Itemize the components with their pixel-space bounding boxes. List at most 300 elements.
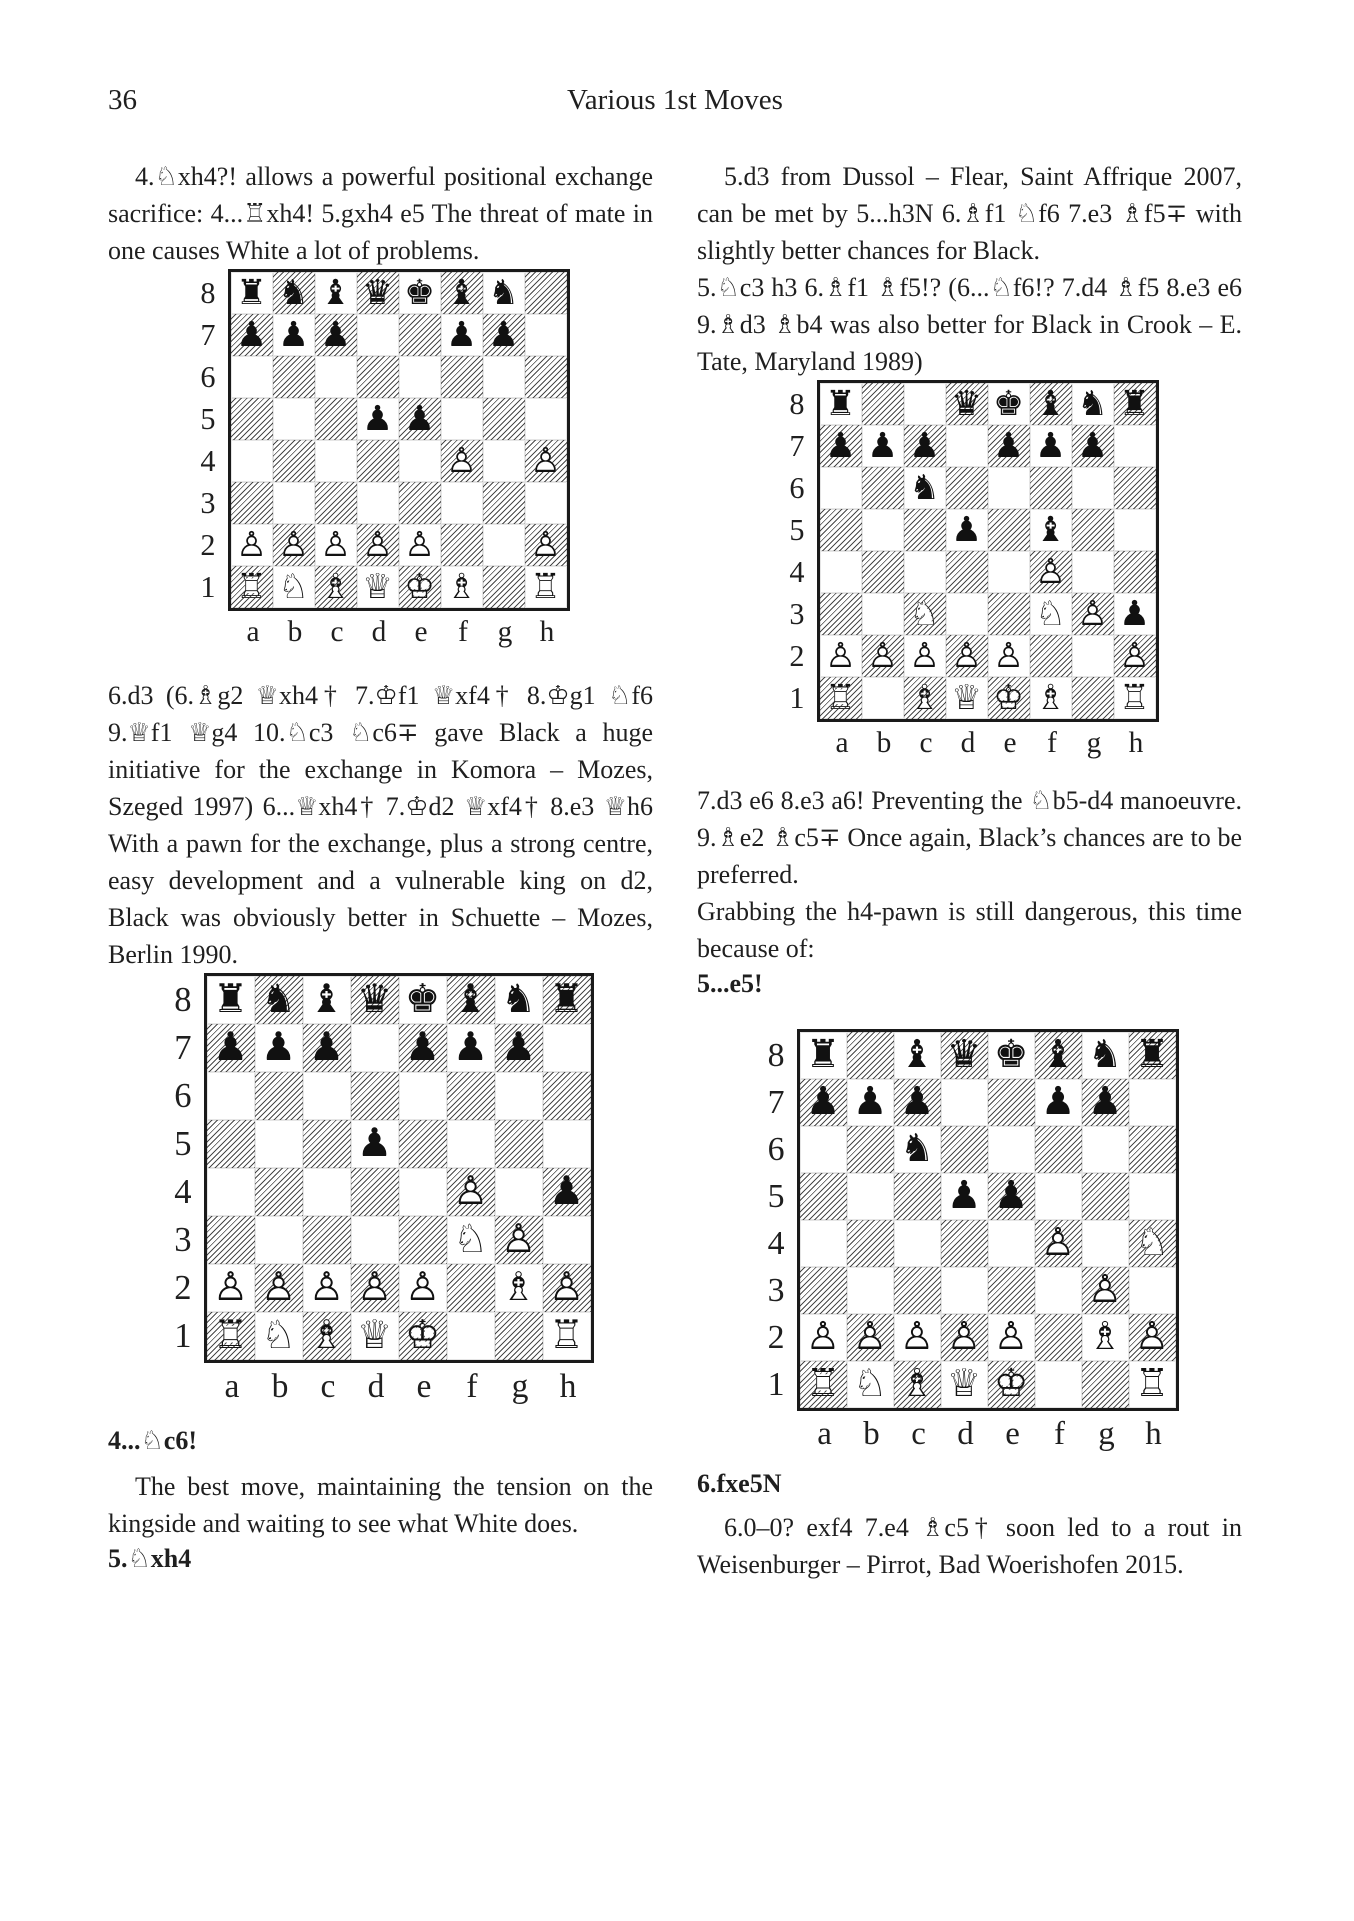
square-h8 (1114, 383, 1156, 425)
square-b5 (255, 1120, 303, 1168)
square-d8 (946, 383, 988, 425)
square-a5 (231, 398, 273, 440)
black-king: ♚ (993, 383, 1024, 424)
square-d1 (357, 566, 399, 608)
black-bishop: ♝ (1035, 383, 1066, 424)
square-g7 (495, 1024, 543, 1072)
square-d7 (351, 1024, 399, 1072)
white-pawn: ♟ ♙ (1129, 1314, 1176, 1361)
square-d6 (946, 467, 988, 509)
file-label-c: c (919, 727, 933, 759)
square-c5 (315, 398, 357, 440)
square-d7 (941, 1079, 988, 1126)
black-pawn: ♟ (805, 1079, 841, 1125)
black-pawn: ♟ (852, 1079, 888, 1125)
square-g6 (495, 1072, 543, 1120)
white-queen: ♛ ♕ (941, 1361, 988, 1408)
square-f3 (1030, 593, 1072, 635)
white-bishop: ♝ ♗ (441, 566, 483, 608)
rank-label-2: 2 (767, 1318, 785, 1356)
move-heading-5e5: 5...e5! (697, 969, 763, 998)
black-pawn: ♟ (946, 1173, 982, 1219)
square-a6 (231, 356, 273, 398)
white-pawn: ♟ ♙ (946, 635, 988, 677)
paragraph-variation-5Nc3: 5.♘c3 h3 6.♗f1 ♗f5!? (6...♘f6!? 7.d4 ♗f5 8.e3 e6 9.♗d3 ♗b4 was also better for Black in Crook – E. Tate, Maryland 1989) (697, 273, 1242, 376)
file-label-b: b (863, 1416, 880, 1452)
square-a4 (207, 1168, 255, 1216)
white-king: ♚ ♔ (988, 1361, 1035, 1408)
square-d3 (946, 593, 988, 635)
rank-label-1: 1 (200, 569, 216, 604)
white-pawn: ♟ ♙ (820, 635, 862, 677)
file-label-c: c (320, 1368, 336, 1405)
square-g8 (1072, 383, 1114, 425)
square-g3 (495, 1216, 543, 1264)
chess-board (228, 269, 570, 611)
square-d7 (357, 314, 399, 356)
rank-label-3: 3 (767, 1271, 785, 1309)
square-d4 (941, 1220, 988, 1267)
file-label-a: a (224, 1368, 240, 1405)
square-b3 (255, 1216, 303, 1264)
white-pawn: ♟ ♙ (231, 524, 273, 566)
square-g7 (1072, 425, 1114, 467)
file-label-a: a (835, 727, 849, 759)
square-d6 (357, 356, 399, 398)
rank-label-4: 4 (174, 1172, 192, 1211)
square-a5 (820, 509, 862, 551)
square-b3 (847, 1267, 894, 1314)
paragraph-grabbing-pawn: Grabbing the h4-pawn is still dangerous, this time because of: (697, 897, 1242, 963)
white-pawn: ♟ ♙ (941, 1314, 988, 1361)
square-a8 (820, 383, 862, 425)
black-pawn: ♟ (320, 314, 351, 355)
rank-label-5: 5 (789, 512, 805, 547)
file-label-h: h (559, 1368, 577, 1405)
square-e6 (399, 1072, 447, 1120)
file-label-b: b (287, 616, 303, 648)
black-queen: ♛ (356, 976, 393, 1023)
square-d4 (946, 551, 988, 593)
square-f5 (1035, 1173, 1082, 1220)
square-h5 (543, 1120, 591, 1168)
black-bishop: ♝ (446, 272, 477, 313)
rank-label-6: 6 (200, 359, 216, 394)
square-c8 (894, 1032, 941, 1079)
square-a4 (820, 551, 862, 593)
square-h6 (543, 1072, 591, 1120)
square-b4 (862, 551, 904, 593)
square-g4 (1072, 551, 1114, 593)
square-c1 (303, 1312, 351, 1360)
square-b3 (273, 482, 315, 524)
move-heading-5Nxh4: 5.♘xh4 (108, 1544, 192, 1573)
black-pawn: ♟ (404, 398, 435, 439)
white-rook: ♜ ♖ (1114, 677, 1156, 719)
square-d5 (946, 509, 988, 551)
paragraph-variation-4Nxh4: 4.♘xh4?! allows a powerful positional exchange sacrifice: 4...♖xh4! 5.gxh4 e5 The threat of mate in one causes White a lot of problems. (108, 162, 653, 265)
square-a8 (207, 976, 255, 1024)
square-f8 (1030, 383, 1072, 425)
square-h2 (1114, 635, 1156, 677)
file-label-f: f (466, 1368, 478, 1405)
square-h8 (1129, 1032, 1176, 1079)
square-g5 (1072, 509, 1114, 551)
square-d2 (941, 1314, 988, 1361)
square-e1 (399, 1312, 447, 1360)
rank-label-4: 4 (789, 554, 805, 589)
black-knight: ♞ (1077, 383, 1108, 424)
black-queen: ♛ (951, 383, 982, 424)
square-g4 (1082, 1220, 1129, 1267)
white-pawn: ♟ ♙ (399, 1264, 447, 1312)
square-b3 (862, 593, 904, 635)
square-a5 (207, 1120, 255, 1168)
rank-label-8: 8 (174, 980, 192, 1019)
square-e6 (988, 467, 1030, 509)
square-h7 (1114, 425, 1156, 467)
white-pawn: ♟ ♙ (800, 1314, 847, 1361)
black-pawn: ♟ (1035, 425, 1066, 466)
square-c8 (904, 383, 946, 425)
square-h3 (1129, 1267, 1176, 1314)
file-label-g: g (1086, 727, 1102, 759)
square-b7 (862, 425, 904, 467)
square-d2 (946, 635, 988, 677)
black-knight: ♞ (1087, 1032, 1123, 1078)
white-pawn: ♟ ♙ (1082, 1267, 1129, 1314)
black-pawn: ♟ (825, 425, 856, 466)
white-pawn: ♟ ♙ (988, 1314, 1035, 1361)
square-h2 (1129, 1314, 1176, 1361)
chess-diagram-4 (697, 1029, 1242, 1453)
white-knight: ♞ ♘ (1129, 1220, 1176, 1267)
rank-label-2: 2 (200, 527, 216, 562)
square-b4 (847, 1220, 894, 1267)
black-knight: ♞ (278, 272, 309, 313)
square-d2 (351, 1264, 399, 1312)
square-a3 (800, 1267, 847, 1314)
square-f3 (1035, 1267, 1082, 1314)
square-a5 (800, 1173, 847, 1220)
square-a2 (231, 524, 273, 566)
square-h2 (543, 1264, 591, 1312)
square-e3 (399, 482, 441, 524)
black-pawn: ♟ (260, 1024, 297, 1071)
white-bishop: ♝ ♗ (495, 1264, 543, 1312)
square-e1 (988, 677, 1030, 719)
white-pawn: ♟ ♙ (1072, 593, 1114, 635)
square-b1 (847, 1361, 894, 1408)
move-heading-6fxe5: 6.fxe5N (697, 1469, 782, 1498)
square-e2 (399, 1264, 447, 1312)
black-king: ♚ (404, 976, 441, 1023)
rank-label-3: 3 (789, 596, 805, 631)
square-c1 (904, 677, 946, 719)
file-label-h: h (539, 616, 555, 648)
square-g8 (1082, 1032, 1129, 1079)
white-knight: ♞ ♘ (847, 1361, 894, 1408)
square-a6 (207, 1072, 255, 1120)
square-h4 (1114, 551, 1156, 593)
white-pawn: ♟ ♙ (525, 524, 567, 566)
square-e8 (399, 272, 441, 314)
square-h1 (1114, 677, 1156, 719)
right-column (697, 158, 1242, 1583)
white-rook: ♜ ♖ (525, 566, 567, 608)
square-c6 (904, 467, 946, 509)
square-d8 (941, 1032, 988, 1079)
square-g6 (483, 356, 525, 398)
square-e5 (988, 509, 1030, 551)
paragraph-variation-6d3: 6.d3 (6.♗g2 ♕xh4† 7.♔f1 ♕xf4† 8.♔g1 ♘f6 9.♕f1 ♕g4 10.♘c3 ♘c6∓ gave Black a huge initiative for the exchange in Komora – Mozes, Szeged 1997) 6...♕xh4† 7.♔d2 ♕xf4† 8.e3 ♕h6 With a pawn for the exchange, plus a strong centre, easy development and a vulnerable king on d2, Black was obviously better in Schuette – Mozes, Berlin 1990. (108, 681, 653, 969)
square-d7 (946, 425, 988, 467)
black-pawn: ♟ (951, 509, 982, 550)
square-h5 (525, 398, 567, 440)
file-label-f: f (1054, 1416, 1065, 1452)
black-rook: ♜ (236, 272, 267, 313)
white-pawn: ♟ ♙ (303, 1264, 351, 1312)
file-label-g: g (1098, 1416, 1115, 1452)
rank-label-1: 1 (174, 1316, 192, 1355)
square-c7 (303, 1024, 351, 1072)
white-king: ♚ ♔ (988, 677, 1030, 719)
rank-label-5: 5 (200, 401, 216, 436)
square-f4 (441, 440, 483, 482)
rank-label-2: 2 (789, 638, 805, 673)
square-h4 (543, 1168, 591, 1216)
square-f7 (1030, 425, 1072, 467)
square-f1 (447, 1312, 495, 1360)
square-c7 (315, 314, 357, 356)
white-queen: ♛ ♕ (357, 566, 399, 608)
square-e4 (988, 551, 1030, 593)
white-bishop: ♝ ♗ (315, 566, 357, 608)
square-a7 (231, 314, 273, 356)
black-bishop: ♝ (320, 272, 351, 313)
square-a4 (800, 1220, 847, 1267)
white-pawn: ♟ ♙ (357, 524, 399, 566)
rank-label-3: 3 (200, 485, 216, 520)
square-a6 (820, 467, 862, 509)
square-h6 (525, 356, 567, 398)
rank-label-1: 1 (767, 1365, 785, 1403)
white-pawn: ♟ ♙ (207, 1264, 255, 1312)
white-rook: ♜ ♖ (1129, 1361, 1176, 1408)
chess-diagram-2 (108, 973, 653, 1406)
black-pawn: ♟ (488, 314, 519, 355)
square-d8 (357, 272, 399, 314)
black-pawn: ♟ (1119, 593, 1150, 634)
black-rook: ♜ (212, 976, 249, 1023)
square-c5 (904, 509, 946, 551)
rank-label-8: 8 (789, 386, 805, 421)
square-c4 (904, 551, 946, 593)
square-b8 (255, 976, 303, 1024)
black-queen: ♛ (362, 272, 393, 313)
file-label-d: d (957, 1416, 974, 1452)
square-f8 (447, 976, 495, 1024)
square-f6 (447, 1072, 495, 1120)
square-c8 (303, 976, 351, 1024)
page-number: 36 (108, 84, 137, 116)
square-e7 (399, 314, 441, 356)
page-header (108, 84, 1242, 124)
file-label-d: d (367, 1368, 385, 1405)
square-f5 (447, 1120, 495, 1168)
rank-label-4: 4 (767, 1224, 785, 1262)
chess-diagram-1 (108, 269, 653, 649)
square-a2 (820, 635, 862, 677)
square-e7 (988, 425, 1030, 467)
black-bishop: ♝ (308, 976, 345, 1023)
square-a3 (820, 593, 862, 635)
white-pawn: ♟ ♙ (525, 440, 567, 482)
file-label-e: e (1003, 727, 1017, 759)
black-rook: ♜ (1119, 383, 1150, 424)
square-f2 (1035, 1314, 1082, 1361)
square-a2 (207, 1264, 255, 1312)
square-h8 (543, 976, 591, 1024)
square-b8 (273, 272, 315, 314)
black-rook: ♜ (825, 383, 856, 424)
square-f7 (441, 314, 483, 356)
square-g3 (1072, 593, 1114, 635)
square-b6 (273, 356, 315, 398)
white-queen: ♛ ♕ (351, 1312, 399, 1360)
square-e3 (988, 593, 1030, 635)
white-knight: ♞ ♘ (904, 593, 946, 635)
black-knight: ♞ (260, 976, 297, 1023)
black-rook: ♜ (548, 976, 585, 1023)
square-g5 (1082, 1173, 1129, 1220)
white-pawn: ♟ ♙ (894, 1314, 941, 1361)
white-pawn: ♟ ♙ (351, 1264, 399, 1312)
square-b2 (273, 524, 315, 566)
black-king: ♚ (993, 1032, 1029, 1078)
white-pawn: ♟ ♙ (399, 524, 441, 566)
rank-label-3: 3 (174, 1220, 192, 1259)
file-label-f: f (458, 616, 468, 648)
rank-label-7: 7 (200, 317, 216, 352)
white-pawn: ♟ ♙ (255, 1264, 303, 1312)
square-b7 (273, 314, 315, 356)
white-bishop: ♝ ♗ (1030, 677, 1072, 719)
square-a7 (820, 425, 862, 467)
square-f5 (1030, 509, 1072, 551)
rank-label-4: 4 (200, 443, 216, 478)
black-pawn: ♟ (446, 314, 477, 355)
square-e8 (399, 976, 447, 1024)
white-pawn: ♟ ♙ (441, 440, 483, 482)
file-label-g: g (511, 1368, 529, 1405)
square-a8 (231, 272, 273, 314)
square-d2 (357, 524, 399, 566)
square-e8 (988, 1032, 1035, 1079)
square-g2 (483, 524, 525, 566)
square-h7 (543, 1024, 591, 1072)
square-g2 (495, 1264, 543, 1312)
square-f4 (447, 1168, 495, 1216)
square-f3 (441, 482, 483, 524)
square-g8 (483, 272, 525, 314)
square-b2 (847, 1314, 894, 1361)
black-pawn: ♟ (362, 398, 393, 439)
square-e5 (988, 1173, 1035, 1220)
rank-label-5: 5 (767, 1177, 785, 1215)
square-h1 (543, 1312, 591, 1360)
file-label-d: d (371, 616, 387, 648)
black-knight: ♞ (899, 1126, 935, 1172)
square-d3 (941, 1267, 988, 1314)
square-b4 (255, 1168, 303, 1216)
square-f8 (1035, 1032, 1082, 1079)
rank-label-8: 8 (767, 1036, 785, 1074)
chess-board (204, 973, 594, 1363)
rank-label-7: 7 (174, 1028, 192, 1067)
square-a8 (800, 1032, 847, 1079)
square-e1 (399, 566, 441, 608)
black-pawn: ♟ (356, 1120, 393, 1167)
chess-board (817, 380, 1159, 722)
black-pawn: ♟ (1077, 425, 1108, 466)
square-h4 (1129, 1220, 1176, 1267)
square-g8 (495, 976, 543, 1024)
file-label-g: g (497, 616, 513, 648)
white-pawn: ♟ ♙ (847, 1314, 894, 1361)
square-d5 (351, 1120, 399, 1168)
white-rook: ♜ ♖ (820, 677, 862, 719)
square-c8 (315, 272, 357, 314)
square-d3 (357, 482, 399, 524)
rank-label-5: 5 (174, 1124, 192, 1163)
square-c3 (904, 593, 946, 635)
white-knight: ♞ ♘ (255, 1312, 303, 1360)
square-h3 (1114, 593, 1156, 635)
square-e3 (399, 1216, 447, 1264)
square-a1 (800, 1361, 847, 1408)
square-d5 (357, 398, 399, 440)
square-e4 (988, 1220, 1035, 1267)
black-pawn: ♟ (212, 1024, 249, 1071)
black-pawn: ♟ (500, 1024, 537, 1071)
square-c1 (894, 1361, 941, 1408)
square-h5 (1129, 1173, 1176, 1220)
white-pawn: ♟ ♙ (904, 635, 946, 677)
square-e4 (399, 1168, 447, 1216)
square-g5 (495, 1120, 543, 1168)
square-a7 (207, 1024, 255, 1072)
square-c3 (894, 1267, 941, 1314)
square-e1 (988, 1361, 1035, 1408)
square-g6 (1072, 467, 1114, 509)
white-pawn: ♟ ♙ (1035, 1220, 1082, 1267)
square-b5 (862, 509, 904, 551)
square-b5 (847, 1173, 894, 1220)
square-f2 (441, 524, 483, 566)
square-e8 (988, 383, 1030, 425)
white-pawn: ♟ ♙ (273, 524, 315, 566)
square-f1 (1035, 1361, 1082, 1408)
square-c2 (894, 1314, 941, 1361)
square-a6 (800, 1126, 847, 1173)
square-d8 (351, 976, 399, 1024)
left-column (108, 158, 653, 1583)
square-h1 (1129, 1361, 1176, 1408)
rank-label-1: 1 (789, 680, 805, 715)
square-f6 (1030, 467, 1072, 509)
square-b6 (847, 1126, 894, 1173)
